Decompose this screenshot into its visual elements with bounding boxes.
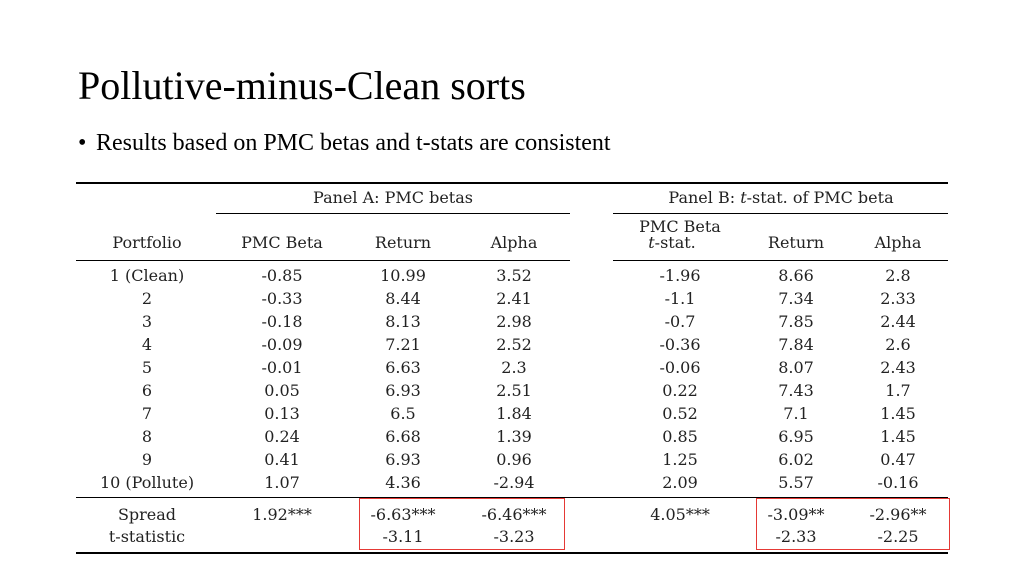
cell-a-return: 6.93	[385, 381, 421, 400]
cell-b-alpha: 2.6	[885, 335, 911, 354]
spread-label: Spread	[117, 505, 177, 524]
cell-portfolio: 9	[141, 450, 153, 469]
bottom-rule	[76, 552, 948, 554]
cell-a-beta: 0.41	[264, 450, 300, 469]
cell-portfolio: 2	[141, 289, 153, 308]
cell-portfolio: 10 (Pollute)	[99, 473, 195, 492]
top-rule	[76, 182, 948, 184]
tstat-b-alpha: -2.25	[877, 527, 919, 546]
spread-b-return: -3.09**	[767, 505, 825, 524]
panel-a-heading: Panel A: PMC betas	[313, 188, 473, 207]
cell-a-beta: 0.24	[264, 427, 300, 446]
cell-portfolio: 4	[141, 335, 153, 354]
cell-b-beta: -0.36	[659, 335, 701, 354]
cell-a-beta: 1.07	[264, 473, 300, 492]
cell-a-alpha: 2.52	[496, 335, 532, 354]
cell-a-return: 10.99	[380, 266, 426, 285]
header-b-beta-line2	[648, 233, 696, 253]
cell-portfolio: 7	[141, 404, 153, 423]
cell-b-beta: 0.52	[662, 404, 698, 423]
cell-a-alpha: 1.39	[496, 427, 532, 446]
tstat-a-return: -3.11	[382, 527, 424, 546]
cell-a-alpha: 0.96	[496, 450, 532, 469]
cell-a-return: 6.93	[385, 450, 421, 469]
cell-portfolio: 6	[141, 381, 153, 400]
cell-portfolio: 8	[141, 427, 153, 446]
header-a-return: Return	[374, 233, 432, 252]
header-rule-right	[613, 260, 948, 261]
cell-a-alpha: 2.51	[496, 381, 532, 400]
header-b-alpha: Alpha	[874, 233, 922, 252]
spread-a-return: -6.63***	[370, 505, 436, 524]
cell-b-return: 7.85	[778, 312, 814, 331]
cell-b-beta: 2.09	[662, 473, 698, 492]
tstat-a-alpha: -3.23	[493, 527, 535, 546]
cell-a-alpha: 2.3	[501, 358, 527, 377]
panel-b-heading-prefix: Panel B:	[668, 188, 741, 207]
bullet-symbol: •	[78, 130, 87, 156]
header-a-beta: PMC Beta	[241, 233, 323, 252]
cell-b-beta: -0.7	[664, 312, 696, 331]
highlight-box-panel-a	[359, 498, 565, 550]
cell-portfolio: 1 (Clean)	[109, 266, 185, 285]
cell-a-alpha: 1.84	[496, 404, 532, 423]
header-b-return: Return	[767, 233, 825, 252]
bullet-text: Results based on PMC betas and t-stats are consistent	[96, 130, 611, 156]
cell-b-beta: -1.1	[664, 289, 696, 308]
header-portfolio: Portfolio	[112, 233, 182, 252]
cell-a-return: 6.5	[390, 404, 416, 423]
cell-a-alpha: -2.94	[493, 473, 535, 492]
panel-a-underline	[216, 213, 570, 214]
panel-b-heading-suffix: -stat. of PMC beta	[746, 188, 894, 207]
cell-portfolio: 3	[141, 312, 153, 331]
cell-b-beta: 0.85	[662, 427, 698, 446]
cell-b-alpha: 2.43	[880, 358, 916, 377]
cell-b-alpha: 1.7	[885, 381, 911, 400]
cell-a-return: 8.44	[385, 289, 421, 308]
cell-b-return: 7.84	[778, 335, 814, 354]
panel-b-underline	[613, 213, 948, 214]
header-b-beta-suffix: -stat.	[654, 233, 696, 252]
spread-b-beta: 4.05***	[650, 505, 710, 524]
cell-b-beta: -0.06	[659, 358, 701, 377]
cell-b-alpha: 1.45	[880, 404, 916, 423]
cell-a-beta: -0.33	[261, 289, 303, 308]
cell-a-alpha: 2.41	[496, 289, 532, 308]
tstat-label: t-statistic	[108, 527, 186, 546]
cell-a-return: 7.21	[385, 335, 421, 354]
spread-a-beta: 1.92***	[252, 505, 312, 524]
header-b-beta-line1: PMC Beta	[639, 217, 721, 236]
highlight-box-panel-b	[756, 498, 950, 550]
header-rule-left	[76, 260, 570, 261]
cell-b-alpha: 2.33	[880, 289, 916, 308]
cell-a-return: 6.63	[385, 358, 421, 377]
cell-b-beta: 0.22	[662, 381, 698, 400]
cell-a-return: 8.13	[385, 312, 421, 331]
cell-portfolio: 5	[141, 358, 153, 377]
tstat-b-return: -2.33	[775, 527, 817, 546]
header-b-beta-italic: t	[648, 233, 655, 252]
cell-b-alpha: 2.8	[885, 266, 911, 285]
cell-a-beta: -0.18	[261, 312, 303, 331]
spread-a-alpha: -6.46***	[481, 505, 547, 524]
cell-b-return: 7.1	[783, 404, 809, 423]
cell-b-return: 6.95	[778, 427, 814, 446]
panel-b-heading	[668, 188, 893, 208]
cell-a-alpha: 3.52	[496, 266, 532, 285]
cell-b-return: 8.66	[778, 266, 814, 285]
cell-a-beta: 0.13	[264, 404, 300, 423]
cell-b-beta: 1.25	[662, 450, 698, 469]
cell-b-return: 7.43	[778, 381, 814, 400]
cell-a-return: 6.68	[385, 427, 421, 446]
cell-a-beta: 0.05	[264, 381, 300, 400]
cell-a-beta: -0.01	[261, 358, 303, 377]
cell-a-alpha: 2.98	[496, 312, 532, 331]
cell-a-beta: -0.09	[261, 335, 303, 354]
header-a-alpha: Alpha	[490, 233, 538, 252]
cell-b-return: 6.02	[778, 450, 814, 469]
cell-b-return: 7.34	[778, 289, 814, 308]
cell-b-alpha: 0.47	[880, 450, 916, 469]
cell-b-alpha: 2.44	[880, 312, 916, 331]
cell-b-alpha: 1.45	[880, 427, 916, 446]
panel-b-heading-italic: t	[740, 188, 747, 207]
spread-b-alpha: -2.96**	[869, 505, 927, 524]
cell-b-return: 8.07	[778, 358, 814, 377]
cell-b-return: 5.57	[778, 473, 814, 492]
cell-b-beta: -1.96	[659, 266, 701, 285]
cell-b-alpha: -0.16	[877, 473, 919, 492]
slide-title: Pollutive-minus-Clean sorts	[78, 63, 526, 108]
cell-a-beta: -0.85	[261, 266, 303, 285]
cell-a-return: 4.36	[385, 473, 421, 492]
